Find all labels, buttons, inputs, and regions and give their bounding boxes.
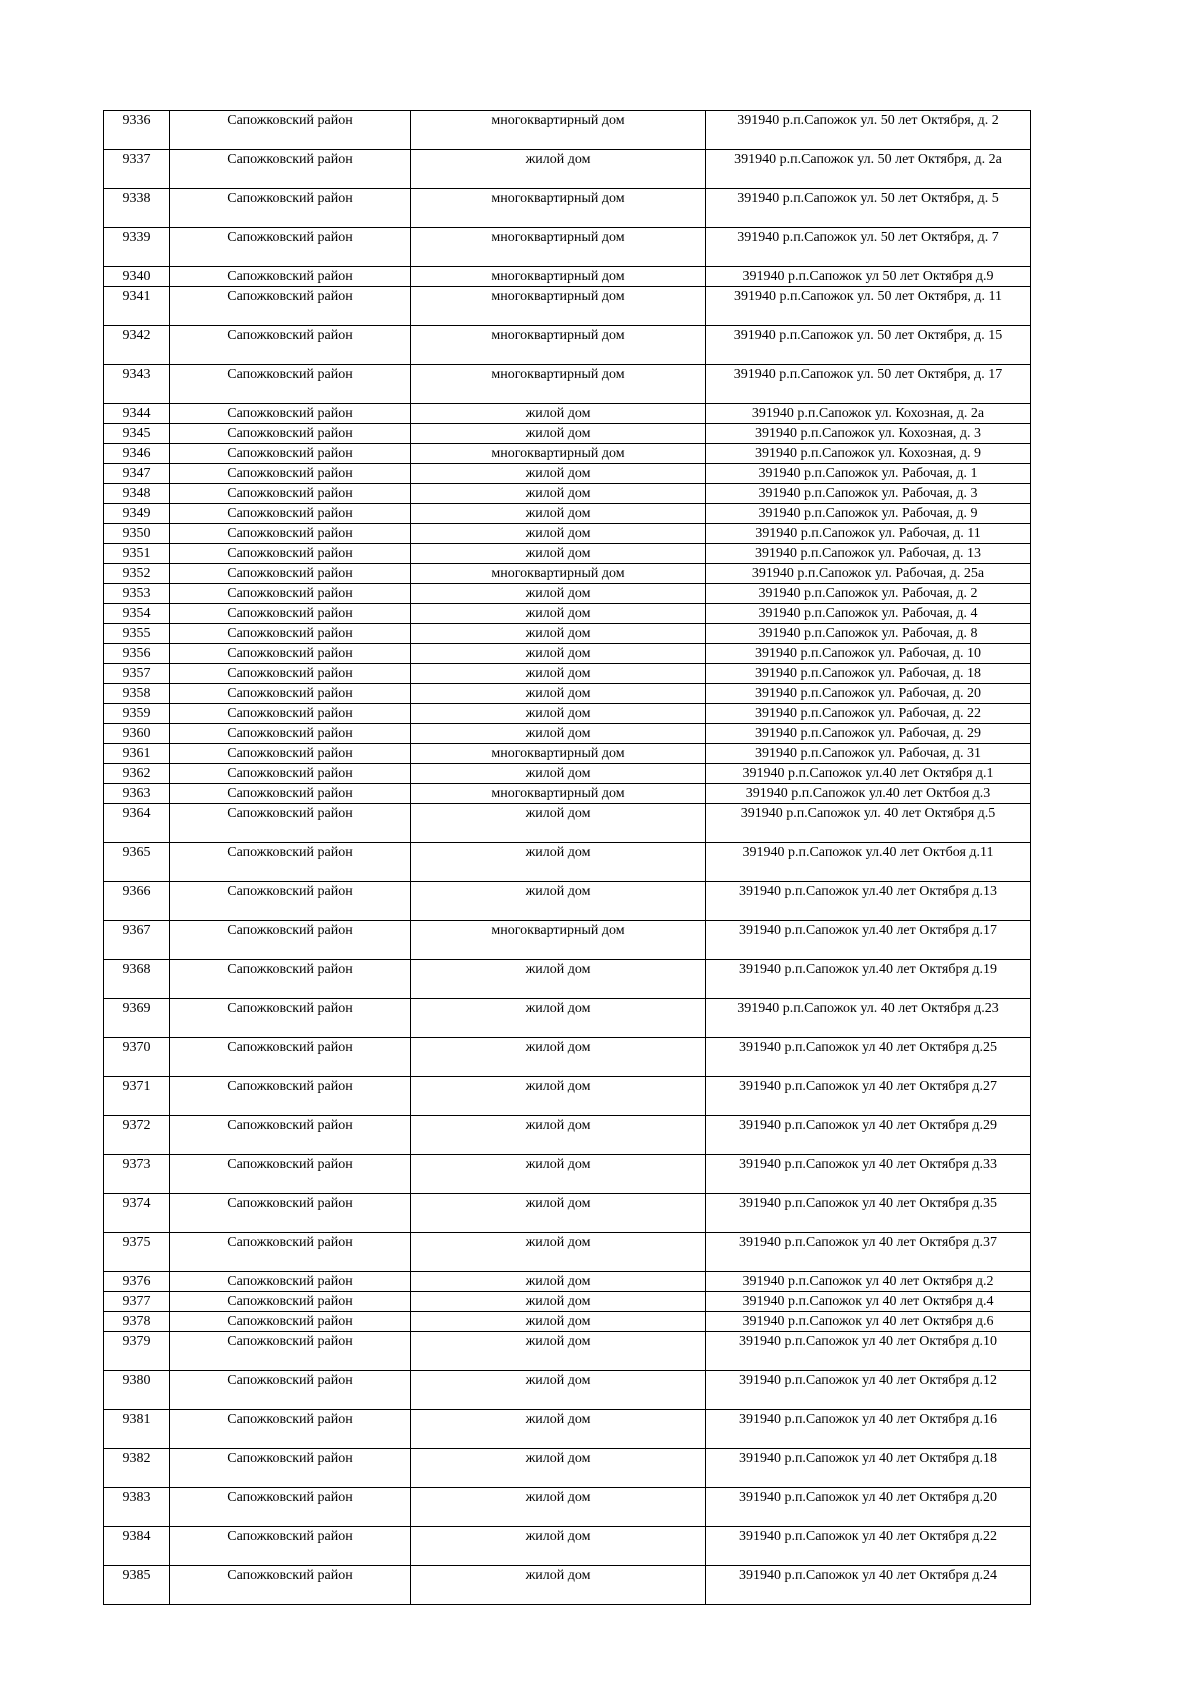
district-cell: Сапожковский район xyxy=(170,724,411,744)
table-row xyxy=(104,921,1031,960)
building-type-cell: жилой дом xyxy=(411,504,706,524)
address-cell: 391940 р.п.Сапожок ул 40 лет Октября д.24 xyxy=(706,1566,1031,1605)
address-table xyxy=(103,110,1031,1605)
table-row xyxy=(104,365,1031,404)
district-cell: Сапожковский район xyxy=(170,1449,411,1488)
address-cell: 391940 р.п.Сапожок ул. 40 лет Октября д.5 xyxy=(706,804,1031,843)
building-type-cell: жилой дом xyxy=(411,464,706,484)
building-type-cell: многоквартирный дом xyxy=(411,784,706,804)
row-number-cell: 9376 xyxy=(104,1272,170,1292)
address-cell: 391940 р.п.Сапожок ул. 50 лет Октября, д. 17 xyxy=(706,365,1031,404)
district-cell: Сапожковский район xyxy=(170,882,411,921)
building-type-cell: жилой дом xyxy=(411,843,706,882)
address-cell: 391940 р.п.Сапожок ул. 40 лет Октября д.23 xyxy=(706,999,1031,1038)
row-number-cell: 9336 xyxy=(104,111,170,150)
row-number-cell: 9360 xyxy=(104,724,170,744)
row-number-cell: 9354 xyxy=(104,604,170,624)
building-type-cell: жилой дом xyxy=(411,544,706,564)
building-type-cell: жилой дом xyxy=(411,604,706,624)
address-cell: 391940 р.п.Сапожок ул 40 лет Октября д.29 xyxy=(706,1116,1031,1155)
district-cell: Сапожковский район xyxy=(170,704,411,724)
address-cell: 391940 р.п.Сапожок ул 40 лет Октября д.2 xyxy=(706,1272,1031,1292)
district-cell: Сапожковский район xyxy=(170,744,411,764)
row-number-cell: 9348 xyxy=(104,484,170,504)
district-cell: Сапожковский район xyxy=(170,804,411,843)
district-cell: Сапожковский район xyxy=(170,564,411,584)
table-row xyxy=(104,1155,1031,1194)
table-row xyxy=(104,604,1031,624)
building-type-cell: жилой дом xyxy=(411,524,706,544)
district-cell: Сапожковский район xyxy=(170,1077,411,1116)
address-cell: 391940 р.п.Сапожок ул.40 лет Октября д.19 xyxy=(706,960,1031,999)
building-type-cell: многоквартирный дом xyxy=(411,228,706,267)
table-row xyxy=(104,960,1031,999)
district-cell: Сапожковский район xyxy=(170,1410,411,1449)
address-cell: 391940 р.п.Сапожок ул 40 лет Октября д.37 xyxy=(706,1233,1031,1272)
row-number-cell: 9338 xyxy=(104,189,170,228)
table-row xyxy=(104,624,1031,644)
address-cell: 391940 р.п.Сапожок ул. Рабочая, д. 3 xyxy=(706,484,1031,504)
row-number-cell: 9350 xyxy=(104,524,170,544)
building-type-cell: жилой дом xyxy=(411,1449,706,1488)
address-cell: 391940 р.п.Сапожок ул 40 лет Октября д.33 xyxy=(706,1155,1031,1194)
district-cell: Сапожковский район xyxy=(170,1194,411,1233)
district-cell: Сапожковский район xyxy=(170,1488,411,1527)
district-cell: Сапожковский район xyxy=(170,267,411,287)
building-type-cell: многоквартирный дом xyxy=(411,365,706,404)
building-type-cell: жилой дом xyxy=(411,1410,706,1449)
district-cell: Сапожковский район xyxy=(170,111,411,150)
building-type-cell: жилой дом xyxy=(411,484,706,504)
row-number-cell: 9342 xyxy=(104,326,170,365)
table-row xyxy=(104,287,1031,326)
building-type-cell: жилой дом xyxy=(411,424,706,444)
building-type-cell: жилой дом xyxy=(411,960,706,999)
address-cell: 391940 р.п.Сапожок ул 40 лет Октября д.10 xyxy=(706,1332,1031,1371)
address-cell: 391940 р.п.Сапожок ул. Рабочая, д. 9 xyxy=(706,504,1031,524)
table-row xyxy=(104,1272,1031,1292)
table-row xyxy=(104,444,1031,464)
district-cell: Сапожковский район xyxy=(170,1292,411,1312)
table-row xyxy=(104,764,1031,784)
building-type-cell: многоквартирный дом xyxy=(411,744,706,764)
row-number-cell: 9345 xyxy=(104,424,170,444)
address-cell: 391940 р.п.Сапожок ул 40 лет Октября д.16 xyxy=(706,1410,1031,1449)
building-type-cell: жилой дом xyxy=(411,704,706,724)
table-row xyxy=(104,644,1031,664)
row-number-cell: 9340 xyxy=(104,267,170,287)
table-row xyxy=(104,111,1031,150)
row-number-cell: 9385 xyxy=(104,1566,170,1605)
table-row xyxy=(104,784,1031,804)
row-number-cell: 9341 xyxy=(104,287,170,326)
address-cell: 391940 р.п.Сапожок ул 40 лет Октября д.18 xyxy=(706,1449,1031,1488)
table-row xyxy=(104,1566,1031,1605)
building-type-cell: жилой дом xyxy=(411,1566,706,1605)
row-number-cell: 9384 xyxy=(104,1527,170,1566)
table-row xyxy=(104,1312,1031,1332)
address-cell: 391940 р.п.Сапожок ул. Рабочая, д. 2 xyxy=(706,584,1031,604)
district-cell: Сапожковский район xyxy=(170,287,411,326)
building-type-cell: жилой дом xyxy=(411,1292,706,1312)
district-cell: Сапожковский район xyxy=(170,365,411,404)
table-row xyxy=(104,1410,1031,1449)
building-type-cell: многоквартирный дом xyxy=(411,564,706,584)
address-cell: 391940 р.п.Сапожок ул 50 лет Октября д.9 xyxy=(706,267,1031,287)
address-cell: 391940 р.п.Сапожок ул. Рабочая, д. 11 xyxy=(706,524,1031,544)
table-row xyxy=(104,524,1031,544)
row-number-cell: 9363 xyxy=(104,784,170,804)
row-number-cell: 9380 xyxy=(104,1371,170,1410)
row-number-cell: 9371 xyxy=(104,1077,170,1116)
address-cell: 391940 р.п.Сапожок ул.40 лет Октября д.1 xyxy=(706,764,1031,784)
address-cell: 391940 р.п.Сапожок ул. Кохозная, д. 9 xyxy=(706,444,1031,464)
building-type-cell: многоквартирный дом xyxy=(411,189,706,228)
row-number-cell: 9356 xyxy=(104,644,170,664)
address-cell: 391940 р.п.Сапожок ул. Рабочая, д. 1 xyxy=(706,464,1031,484)
table-row xyxy=(104,1371,1031,1410)
district-cell: Сапожковский район xyxy=(170,624,411,644)
district-cell: Сапожковский район xyxy=(170,1272,411,1292)
district-cell: Сапожковский район xyxy=(170,189,411,228)
district-cell: Сапожковский район xyxy=(170,150,411,189)
row-number-cell: 9374 xyxy=(104,1194,170,1233)
table-row xyxy=(104,1449,1031,1488)
row-number-cell: 9379 xyxy=(104,1332,170,1371)
district-cell: Сапожковский район xyxy=(170,921,411,960)
table-row xyxy=(104,684,1031,704)
table-row xyxy=(104,724,1031,744)
address-cell: 391940 р.п.Сапожок ул.40 лет Октября д.17 xyxy=(706,921,1031,960)
row-number-cell: 9351 xyxy=(104,544,170,564)
building-type-cell: жилой дом xyxy=(411,1332,706,1371)
address-cell: 391940 р.п.Сапожок ул. Кохозная, д. 2а xyxy=(706,404,1031,424)
district-cell: Сапожковский район xyxy=(170,1371,411,1410)
row-number-cell: 9355 xyxy=(104,624,170,644)
address-cell: 391940 р.п.Сапожок ул. Рабочая, д. 10 xyxy=(706,644,1031,664)
address-cell: 391940 р.п.Сапожок ул 40 лет Октября д.12 xyxy=(706,1371,1031,1410)
table-row xyxy=(104,150,1031,189)
district-cell: Сапожковский район xyxy=(170,1312,411,1332)
address-cell: 391940 р.п.Сапожок ул. Кохозная, д. 3 xyxy=(706,424,1031,444)
address-cell: 391940 р.п.Сапожок ул. Рабочая, д. 8 xyxy=(706,624,1031,644)
table-row xyxy=(104,1292,1031,1312)
table-row xyxy=(104,484,1031,504)
district-cell: Сапожковский район xyxy=(170,1332,411,1371)
address-cell: 391940 р.п.Сапожок ул 40 лет Октября д.6 xyxy=(706,1312,1031,1332)
building-type-cell: жилой дом xyxy=(411,1155,706,1194)
row-number-cell: 9344 xyxy=(104,404,170,424)
address-cell: 391940 р.п.Сапожок ул.40 лет Октября д.13 xyxy=(706,882,1031,921)
row-number-cell: 9352 xyxy=(104,564,170,584)
table-row xyxy=(104,1332,1031,1371)
row-number-cell: 9347 xyxy=(104,464,170,484)
address-cell: 391940 р.п.Сапожок ул. Рабочая, д. 29 xyxy=(706,724,1031,744)
district-cell: Сапожковский район xyxy=(170,524,411,544)
table-row xyxy=(104,267,1031,287)
building-type-cell: жилой дом xyxy=(411,1077,706,1116)
address-cell: 391940 р.п.Сапожок ул 40 лет Октября д.35 xyxy=(706,1194,1031,1233)
row-number-cell: 9373 xyxy=(104,1155,170,1194)
row-number-cell: 9378 xyxy=(104,1312,170,1332)
address-cell: 391940 р.п.Сапожок ул. Рабочая, д. 31 xyxy=(706,744,1031,764)
address-cell: 391940 р.п.Сапожок ул 40 лет Октября д.22 xyxy=(706,1527,1031,1566)
district-cell: Сапожковский район xyxy=(170,644,411,664)
row-number-cell: 9358 xyxy=(104,684,170,704)
building-type-cell: многоквартирный дом xyxy=(411,111,706,150)
row-number-cell: 9365 xyxy=(104,843,170,882)
address-table-body xyxy=(104,111,1031,1605)
building-type-cell: жилой дом xyxy=(411,624,706,644)
district-cell: Сапожковский район xyxy=(170,1155,411,1194)
building-type-cell: жилой дом xyxy=(411,644,706,664)
table-row xyxy=(104,189,1031,228)
district-cell: Сапожковский район xyxy=(170,1566,411,1605)
table-row xyxy=(104,424,1031,444)
district-cell: Сапожковский район xyxy=(170,784,411,804)
row-number-cell: 9368 xyxy=(104,960,170,999)
table-row xyxy=(104,228,1031,267)
district-cell: Сапожковский район xyxy=(170,664,411,684)
building-type-cell: жилой дом xyxy=(411,1527,706,1566)
district-cell: Сапожковский район xyxy=(170,484,411,504)
building-type-cell: жилой дом xyxy=(411,1272,706,1292)
row-number-cell: 9372 xyxy=(104,1116,170,1155)
building-type-cell: многоквартирный дом xyxy=(411,267,706,287)
table-row xyxy=(104,1527,1031,1566)
table-row xyxy=(104,544,1031,564)
address-cell: 391940 р.п.Сапожок ул.40 лет Октбоя д.11 xyxy=(706,843,1031,882)
address-cell: 391940 р.п.Сапожок ул. Рабочая, д. 13 xyxy=(706,544,1031,564)
address-cell: 391940 р.п.Сапожок ул 40 лет Октября д.20 xyxy=(706,1488,1031,1527)
district-cell: Сапожковский район xyxy=(170,999,411,1038)
address-cell: 391940 р.п.Сапожок ул. 50 лет Октября, д. 2 xyxy=(706,111,1031,150)
district-cell: Сапожковский район xyxy=(170,1038,411,1077)
table-row xyxy=(104,843,1031,882)
building-type-cell: жилой дом xyxy=(411,584,706,604)
table-row xyxy=(104,464,1031,484)
district-cell: Сапожковский район xyxy=(170,464,411,484)
district-cell: Сапожковский район xyxy=(170,424,411,444)
row-number-cell: 9343 xyxy=(104,365,170,404)
building-type-cell: многоквартирный дом xyxy=(411,287,706,326)
building-type-cell: жилой дом xyxy=(411,1194,706,1233)
building-type-cell: жилой дом xyxy=(411,1371,706,1410)
building-type-cell: жилой дом xyxy=(411,664,706,684)
table-row xyxy=(104,804,1031,843)
table-row xyxy=(104,1488,1031,1527)
address-cell: 391940 р.п.Сапожок ул 40 лет Октября д.4 xyxy=(706,1292,1031,1312)
address-cell: 391940 р.п.Сапожок ул. 50 лет Октября, д. 7 xyxy=(706,228,1031,267)
building-type-cell: жилой дом xyxy=(411,882,706,921)
district-cell: Сапожковский район xyxy=(170,404,411,424)
row-number-cell: 9381 xyxy=(104,1410,170,1449)
row-number-cell: 9382 xyxy=(104,1449,170,1488)
row-number-cell: 9362 xyxy=(104,764,170,784)
row-number-cell: 9346 xyxy=(104,444,170,464)
row-number-cell: 9339 xyxy=(104,228,170,267)
row-number-cell: 9353 xyxy=(104,584,170,604)
table-row xyxy=(104,1116,1031,1155)
district-cell: Сапожковский район xyxy=(170,684,411,704)
address-cell: 391940 р.п.Сапожок ул. 50 лет Октября, д. 5 xyxy=(706,189,1031,228)
row-number-cell: 9349 xyxy=(104,504,170,524)
address-cell: 391940 р.п.Сапожок ул 40 лет Октября д.27 xyxy=(706,1077,1031,1116)
building-type-cell: жилой дом xyxy=(411,764,706,784)
building-type-cell: жилой дом xyxy=(411,804,706,843)
table-row xyxy=(104,704,1031,724)
address-cell: 391940 р.п.Сапожок ул. Рабочая, д. 25а xyxy=(706,564,1031,584)
district-cell: Сапожковский район xyxy=(170,326,411,365)
district-cell: Сапожковский район xyxy=(170,1116,411,1155)
district-cell: Сапожковский район xyxy=(170,1527,411,1566)
building-type-cell: жилой дом xyxy=(411,150,706,189)
address-cell: 391940 р.п.Сапожок ул 40 лет Октября д.25 xyxy=(706,1038,1031,1077)
building-type-cell: многоквартирный дом xyxy=(411,921,706,960)
table-row xyxy=(104,1233,1031,1272)
district-cell: Сапожковский район xyxy=(170,584,411,604)
district-cell: Сапожковский район xyxy=(170,843,411,882)
row-number-cell: 9370 xyxy=(104,1038,170,1077)
district-cell: Сапожковский район xyxy=(170,764,411,784)
address-cell: 391940 р.п.Сапожок ул. 50 лет Октября, д. 15 xyxy=(706,326,1031,365)
address-cell: 391940 р.п.Сапожок ул. Рабочая, д. 18 xyxy=(706,664,1031,684)
building-type-cell: жилой дом xyxy=(411,1038,706,1077)
table-row xyxy=(104,404,1031,424)
row-number-cell: 9359 xyxy=(104,704,170,724)
building-type-cell: жилой дом xyxy=(411,999,706,1038)
table-row xyxy=(104,584,1031,604)
building-type-cell: жилой дом xyxy=(411,724,706,744)
building-type-cell: жилой дом xyxy=(411,684,706,704)
row-number-cell: 9364 xyxy=(104,804,170,843)
district-cell: Сапожковский район xyxy=(170,228,411,267)
building-type-cell: многоквартирный дом xyxy=(411,444,706,464)
row-number-cell: 9383 xyxy=(104,1488,170,1527)
address-cell: 391940 р.п.Сапожок ул. Рабочая, д. 22 xyxy=(706,704,1031,724)
address-cell: 391940 р.п.Сапожок ул. Рабочая, д. 4 xyxy=(706,604,1031,624)
row-number-cell: 9375 xyxy=(104,1233,170,1272)
table-row xyxy=(104,504,1031,524)
building-type-cell: жилой дом xyxy=(411,1233,706,1272)
district-cell: Сапожковский район xyxy=(170,504,411,524)
table-row xyxy=(104,999,1031,1038)
table-row xyxy=(104,1077,1031,1116)
row-number-cell: 9366 xyxy=(104,882,170,921)
row-number-cell: 9357 xyxy=(104,664,170,684)
address-cell: 391940 р.п.Сапожок ул. 50 лет Октября, д. 11 xyxy=(706,287,1031,326)
building-type-cell: жилой дом xyxy=(411,1488,706,1527)
district-cell: Сапожковский район xyxy=(170,444,411,464)
row-number-cell: 9367 xyxy=(104,921,170,960)
row-number-cell: 9337 xyxy=(104,150,170,189)
building-type-cell: жилой дом xyxy=(411,404,706,424)
building-type-cell: жилой дом xyxy=(411,1116,706,1155)
building-type-cell: жилой дом xyxy=(411,1312,706,1332)
table-row xyxy=(104,664,1031,684)
district-cell: Сапожковский район xyxy=(170,1233,411,1272)
table-row xyxy=(104,744,1031,764)
row-number-cell: 9377 xyxy=(104,1292,170,1312)
table-row xyxy=(104,882,1031,921)
building-type-cell: многоквартирный дом xyxy=(411,326,706,365)
row-number-cell: 9361 xyxy=(104,744,170,764)
address-cell: 391940 р.п.Сапожок ул.40 лет Октбоя д.3 xyxy=(706,784,1031,804)
table-row xyxy=(104,326,1031,365)
table-row xyxy=(104,1194,1031,1233)
address-cell: 391940 р.п.Сапожок ул. Рабочая, д. 20 xyxy=(706,684,1031,704)
table-row xyxy=(104,564,1031,584)
district-cell: Сапожковский район xyxy=(170,544,411,564)
table-row xyxy=(104,1038,1031,1077)
district-cell: Сапожковский район xyxy=(170,960,411,999)
district-cell: Сапожковский район xyxy=(170,604,411,624)
address-cell: 391940 р.п.Сапожок ул. 50 лет Октября, д. 2а xyxy=(706,150,1031,189)
row-number-cell: 9369 xyxy=(104,999,170,1038)
